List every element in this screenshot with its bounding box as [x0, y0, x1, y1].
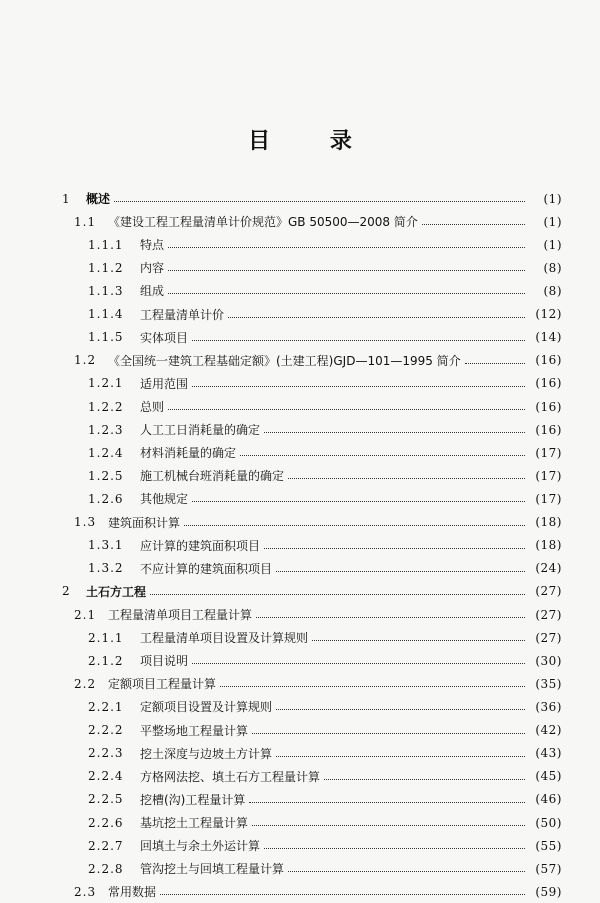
toc-entry-number: 1.3	[74, 515, 97, 530]
toc-entry-page: (42)	[535, 723, 562, 738]
toc-entry-number: 1.2.5	[88, 468, 124, 483]
toc-entry-number: 1.2.6	[88, 491, 124, 506]
toc-entry-number: 1.3.1	[88, 538, 124, 553]
toc-entry[interactable]	[0, 811, 600, 834]
dot-leader	[264, 836, 525, 849]
toc-entry[interactable]	[0, 834, 600, 857]
toc-entry[interactable]	[0, 303, 600, 326]
toc-entry-number: 2.2	[74, 676, 97, 691]
toc-entry[interactable]	[0, 880, 600, 903]
toc-entry[interactable]	[0, 279, 600, 302]
toc-entry-number: 1.3.2	[88, 561, 124, 576]
toc-entry[interactable]	[0, 487, 600, 510]
toc-entry-number: 2.2.1	[88, 699, 124, 714]
toc-entry[interactable]	[0, 326, 600, 349]
toc-entry[interactable]	[0, 464, 600, 487]
dot-leader	[276, 697, 525, 710]
toc-entry-title: 工程量清单项目设置及计算规则	[140, 631, 309, 646]
toc-entry-number: 1.2.1	[88, 376, 124, 391]
toc-entry-page: (16)	[535, 376, 562, 391]
toc-entry-number: 1.1.3	[88, 283, 124, 298]
dot-leader	[465, 351, 525, 364]
dot-leader	[160, 882, 525, 895]
dot-leader	[264, 420, 525, 433]
toc-entry-page: (59)	[535, 884, 562, 899]
toc-entry-page: (16)	[535, 353, 562, 368]
toc-entry[interactable]	[0, 372, 600, 395]
toc-entry[interactable]	[0, 511, 600, 534]
toc-entry-number: 2.2.6	[88, 815, 124, 830]
dot-leader	[256, 605, 525, 618]
toc-entry-page: (1)	[543, 214, 562, 229]
toc-entry[interactable]	[0, 672, 600, 695]
toc-entry-number: 1.2.3	[88, 422, 124, 437]
dot-leader	[184, 513, 525, 526]
toc-entry[interactable]	[0, 187, 600, 210]
toc-entry-number: 1.2.4	[88, 445, 124, 460]
dot-leader	[192, 374, 525, 387]
toc-entry-number: 2.2.7	[88, 838, 124, 853]
toc-entry-page: (36)	[535, 699, 562, 714]
toc-entry-title: 适用范围	[140, 376, 189, 391]
toc-entry-number: 2.3	[74, 884, 97, 899]
toc-entry-title: 总则	[140, 400, 165, 415]
dot-leader	[249, 790, 525, 803]
dot-leader	[312, 628, 525, 641]
toc-entry-page: (57)	[535, 861, 562, 876]
toc-entry-number: 2.1.2	[88, 653, 124, 668]
dot-leader	[168, 258, 525, 271]
toc-entry-title: 其他规定	[140, 492, 189, 507]
toc-entry-title: 应计算的建筑面积项目	[140, 538, 261, 553]
toc-entry-page: (16)	[535, 399, 562, 414]
toc-entry[interactable]	[0, 418, 600, 441]
toc-entry-page: (35)	[535, 676, 562, 691]
dot-leader	[168, 281, 525, 294]
toc-entry-page: (18)	[535, 515, 562, 530]
toc-entry[interactable]	[0, 719, 600, 742]
toc-entry-title: 平整场地工程量计算	[140, 723, 249, 738]
toc-entry-title: 土石方工程	[86, 584, 147, 599]
toc-entry-title: 工程量清单计价	[140, 307, 225, 322]
toc-entry-title: 特点	[140, 238, 165, 253]
toc-entry[interactable]	[0, 580, 600, 603]
toc-entry-title: 基坑挖土工程量计算	[140, 816, 249, 830]
toc-entry-page: (14)	[535, 330, 562, 345]
toc-entry-page: (17)	[535, 468, 562, 483]
toc-entry-title: 内容	[140, 261, 165, 276]
toc-entry-page: (17)	[535, 491, 562, 506]
dot-leader	[276, 744, 525, 757]
dot-leader	[422, 212, 525, 225]
toc-entry-page: (46)	[535, 792, 562, 807]
toc-entry[interactable]	[0, 210, 600, 233]
toc-entry-page: (27)	[535, 607, 562, 622]
toc-entry-title: 工程量清单项目工程量计算	[108, 608, 253, 623]
toc-entry-page: (12)	[535, 307, 562, 322]
toc-entry-title: 人工工日消耗量的确定	[140, 423, 261, 438]
toc-entry-page: (45)	[535, 769, 562, 784]
dot-leader	[192, 328, 525, 341]
toc-entry-page: (43)	[535, 746, 562, 761]
toc-entry[interactable]	[0, 395, 600, 418]
dot-leader	[114, 189, 525, 202]
dot-leader	[150, 582, 525, 595]
toc-entry-number: 1.1.2	[88, 260, 124, 275]
toc-entry-number: 2.2.4	[88, 769, 124, 784]
toc-entry[interactable]	[0, 695, 600, 718]
toc-entry-page: (8)	[543, 260, 562, 275]
toc-entry-page: (24)	[535, 561, 562, 576]
toc-entry[interactable]	[0, 626, 600, 649]
toc-entry-page: (8)	[543, 283, 562, 298]
toc-entry-page: (30)	[535, 653, 562, 668]
toc-entry[interactable]	[0, 441, 600, 464]
toc-entry-title: 《全国统一建筑工程基础定额》(土建工程)GJD—101—1995 简介	[108, 353, 461, 368]
toc-entry[interactable]	[0, 233, 600, 256]
toc-entry-page: (1)	[543, 191, 562, 206]
dot-leader	[252, 721, 525, 734]
toc-entry-title: 组成	[140, 284, 165, 299]
toc-entry[interactable]	[0, 765, 600, 788]
toc-entry-number: 2.2.8	[88, 861, 124, 876]
toc-entry-title: 常用数据	[108, 885, 157, 900]
toc-entry[interactable]	[0, 349, 600, 372]
toc-entry-title: 不应计算的建筑面积项目	[140, 561, 273, 576]
toc-entry-number: 1.1.1	[88, 237, 124, 252]
dot-leader	[220, 674, 525, 687]
toc-entry[interactable]	[0, 857, 600, 880]
dot-leader	[168, 235, 525, 248]
dot-leader	[264, 536, 525, 549]
dot-leader	[252, 813, 525, 826]
toc-entry-number: 2.1	[74, 607, 97, 622]
toc-entry-number: 1	[62, 191, 71, 206]
toc-entry-title: 概述	[86, 192, 111, 207]
toc-entry[interactable]	[0, 603, 600, 626]
toc-entry-title: 项目说明	[140, 654, 189, 669]
toc-entry-title: 定额项目设置及计算规则	[140, 700, 273, 715]
toc-entry-title: 方格网法挖、填土石方工程量计算	[140, 769, 321, 784]
toc-entry-title: 《建设工程工程量清单计价规范》GB 50500—2008 简介	[108, 215, 418, 230]
toc-entry-number: 2	[62, 584, 71, 599]
toc-entry-title: 回填土与余土外运计算	[140, 839, 261, 854]
toc-entry-title: 管沟挖土与回填工程量计算	[140, 862, 285, 877]
toc-entry-title: 施工机械台班消耗量的确定	[140, 469, 285, 484]
toc-entry[interactable]	[0, 788, 600, 811]
toc-entry[interactable]	[0, 742, 600, 765]
dot-leader	[192, 651, 525, 664]
toc-entry-number: 2.1.1	[88, 630, 124, 645]
toc-entry-page: (1)	[543, 237, 562, 252]
toc-entry-number: 2.2.3	[88, 746, 124, 761]
toc-entry-number: 1.2	[74, 353, 97, 368]
toc-entry-number: 2.2.2	[88, 723, 124, 738]
toc-entry-number: 1.1.5	[88, 330, 124, 345]
toc-entry-page: (27)	[535, 630, 562, 645]
toc-entry[interactable]	[0, 649, 600, 672]
toc-entry[interactable]	[0, 534, 600, 557]
dot-leader	[228, 305, 525, 318]
toc-entry-page: (27)	[535, 584, 562, 599]
toc-entry-page: (16)	[535, 422, 562, 437]
dot-leader	[240, 443, 525, 456]
toc-entry-title: 材料消耗量的确定	[140, 446, 237, 461]
toc-entry-number: 1.1.4	[88, 307, 124, 322]
toc-entry-page: (55)	[535, 838, 562, 853]
toc-entry-number: 2.2.5	[88, 792, 124, 807]
toc-entry-title: 挖槽(沟)工程量计算	[140, 792, 246, 807]
toc-list	[0, 187, 600, 903]
toc-entry-page: (17)	[535, 445, 562, 460]
dot-leader	[276, 559, 525, 572]
toc-entry[interactable]	[0, 557, 600, 580]
toc-entry-title: 建筑面积计算	[108, 515, 181, 530]
toc-entry[interactable]	[0, 256, 600, 279]
dot-leader	[324, 767, 525, 780]
toc-entry-title: 定额项目工程量计算	[108, 677, 217, 692]
page-title: 目 录	[248, 129, 378, 154]
dot-leader	[288, 466, 525, 479]
toc-entry-page: (18)	[535, 538, 562, 553]
toc-entry-number: 1.2.2	[88, 399, 124, 414]
toc-entry-title: 实体项目	[140, 330, 189, 345]
dot-leader	[192, 489, 525, 502]
dot-leader	[288, 859, 525, 872]
dot-leader	[168, 397, 525, 410]
toc-entry-number: 1.1	[74, 214, 97, 229]
toc-entry-title: 挖土深度与边坡土方计算	[140, 746, 273, 761]
toc-entry-page: (50)	[535, 815, 562, 830]
